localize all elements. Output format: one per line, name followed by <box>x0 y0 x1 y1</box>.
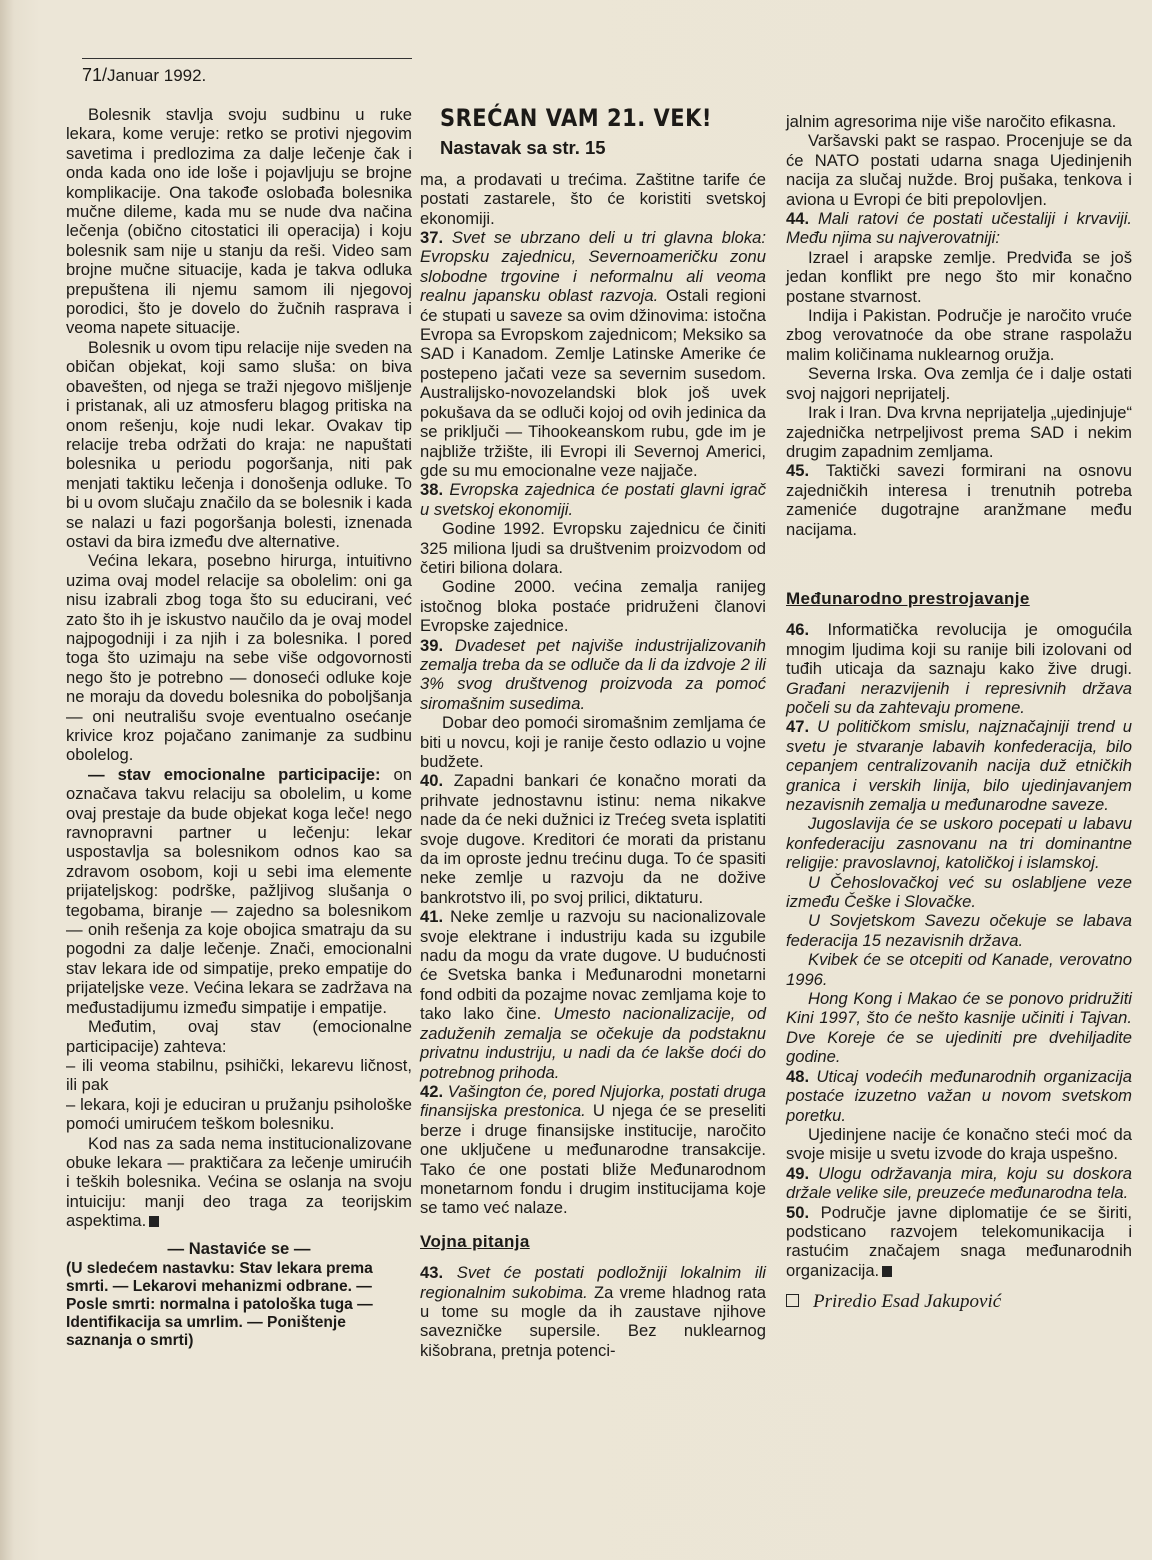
paragraph: Međutim, ovaj stav (emocionalne participacije) zahteva: <box>66 1017 412 1056</box>
numbered-item <box>786 1067 1132 1125</box>
issue-date: Januar 1992. <box>107 66 207 85</box>
item-number: 39. <box>420 635 444 655</box>
item-number: 45. <box>786 461 810 481</box>
column-right <box>786 112 1132 1312</box>
article-title: SREĆAN VAM 21. VEK! <box>440 104 712 132</box>
spacer <box>786 539 1132 575</box>
numbered-item <box>786 1203 1132 1281</box>
section-heading: Međunarodno prestrojavanje <box>786 588 1030 608</box>
paragraph: Hong Kong i Makao će se ponovo pridružiti Kini 1997, što će nešto kasnije učiniti i Tajvan. Dve Koreje će se ujediniti pre dvehiljadite godine. <box>786 989 1132 1067</box>
paragraph: Irak i Iran. Dva krvna neprijatelja „ujedinjuje“ zajednička netrpeljivost prema SAD i nekim drugim zapadnim zemljama. <box>786 403 1132 461</box>
paragraph <box>66 765 412 1017</box>
item-text-italic: Ulogu održavanja mira, koju su doskora držale velike sile, preuzeće međunarodna tela. <box>786 1163 1132 1203</box>
numbered-item <box>420 228 766 480</box>
paragraph: ma, a prodavati u trećima. Zaštitne tarife će postati zastarele, što će koristiti svetskoj ekonomiji. <box>420 169 766 228</box>
item-text-italic: Mali ratovi će postati učestaliji i krvaviji. Među njima su najverovatniji: <box>786 209 1132 248</box>
page-header <box>82 58 412 86</box>
item-text: Zapadni bankari će konačno morati da prihvate jednostavnu istinu: nema nikakve nade da će neki dužnici iz Trećeg sveta isplatiti svoje dugove. Kreditori će morati da pristanu da im oproste jednu trećinu duga. To će spasiti neke zemlje u razvoju da ne dožive bankrotstvo ili, po svoj prilici, diktaturu. <box>420 771 766 907</box>
paragraph: Izrael i arapske zemlje. Predviđa se još jedan konflikt pre nego što mir konačno postane stvarnost. <box>786 247 1132 306</box>
item-number: 50. <box>786 1202 810 1222</box>
byline <box>786 1292 1132 1311</box>
numbered-item <box>786 1164 1132 1203</box>
paragraph: Kvibek će se otcepiti od Kanade, verovatno 1996. <box>786 950 1132 989</box>
end-mark-icon <box>149 1216 159 1227</box>
paragraph: Godine 1992. Evropsku zajednicu će činiti 325 miliona ljudi sa društvenim proizvodom od četiri biliona dolara. <box>420 519 766 577</box>
paragraph: U Sovjetskom Savezu očekuje se labava federacija 15 nezavisnih država. <box>786 911 1132 950</box>
item-number: 43. <box>420 1263 444 1283</box>
numbered-item <box>786 461 1132 539</box>
item-number: 38. <box>420 480 444 500</box>
item-text-italic: Uticaj vodećih međunarodnih organizacija postaće izuzetno važan u novom svetskom poretku. <box>786 1066 1132 1125</box>
item-text-italic: U političkom smislu, najznačajniji trend u svetu je stvaranje labavih konfederacija, bilo cepanjem centralizovanih nacija duž etničkih granica i verskih linija, bilo ujedinjavanjem nezavisnih zemalja u međunarodne saveze. <box>786 717 1132 814</box>
numbered-item <box>420 1082 766 1218</box>
item-number: 49. <box>786 1163 810 1183</box>
paragraph: Jugoslavija će se uskoro pocepati u labavu konfederaciju zasnovanu na tri dominantne religije: pravoslavnoj, katoličkoj i islamskoj. <box>786 814 1132 873</box>
item-text: Neke zemlje u razvoju su nacionalizovale svoje elektrane i industriju kada su izgubile nadu da mogu da vrate dugove. U budućnosti će Svetska banka i Međunarodni monetarni fond odbiti da pozajme novac zemljama koje to tako lako čine. <box>420 907 766 1024</box>
list-item: – lekara, koji je educiran u pružanju psihološke pomoći umirućem teškom bolesniku. <box>66 1094 412 1134</box>
item-text-italic: Dvadeset pet najviše industrijalizovanih zemalja treba da se odluče da li da izdvoje 2 ili 3% svog društvenog proizvoda za pomoć siromašnim susedima. <box>420 635 766 713</box>
item-number: 46. <box>786 620 810 640</box>
item-number: 40. <box>420 771 444 791</box>
box-icon <box>786 1294 799 1307</box>
numbered-item <box>420 636 766 714</box>
next-installment-note: (U sledećem nastavku: Stav lekara prema smrti. — Lekarovi mehanizmi odbrane. — Posle smrti: normalna i patološka tuga — Identifikacija sa umrlim. — Poništenje saznanja o smrti) <box>66 1259 373 1349</box>
paragraph: Ujedinjene nacije će konačno steći moć da svoje misije u svetu izvode do kraja uspešno. <box>786 1124 1132 1164</box>
paragraph-text: on označava takvu relaciju sa obolelim, u kome ovaj prestaje da bude objekat koga leče! nego ravnopravni partner u lečenju: lekar uspostavlja sa bolesnikom odnos kao sa zdravom osobom, koji u sebi ima elemente prijateljskog: podrške, pažljivog slušanja o tegobama, biranje — zajedno sa bolesnikom — onih rešenja za koje obojica smatraju da su pogodni za dalje lečenje. Znači, emocionalni stav lekara ide od simpatije, preko empatije do prijateljske veze. Većina lekara se zadržava na međustadijumu između simpatije i empatije. <box>66 764 413 1017</box>
item-number: 47. <box>786 717 810 737</box>
list-item: – ili veoma stabilnu, psihički, lekarevu ličnost, ili pak <box>66 1055 412 1095</box>
item-number: 44. <box>786 209 810 229</box>
paragraph: Varšavski pakt se raspao. Procenjuje se da će NATO postati udarna snaga Ujedinjenih nacija za slučaj nužde. Broj pušaka, tenkova i aviona u Evropi će biti prepolovljen. <box>786 131 1132 209</box>
numbered-item <box>420 1263 766 1360</box>
item-text: Informatička revolucija je omogućila mnogim ljudima koji su ranije bili izolovani od tuđih uticaja da saznaju kako žive drugi. <box>786 620 1132 679</box>
paragraph <box>66 1134 412 1231</box>
item-text: U njega će se preseliti berze i druge finansijske institucije, naročito one uključene u međunarodne transakcije. Tako će one postati bliže Međunarodnom monetarnom fondu i drugim institucijama koje se tamo već nalaze. <box>420 1101 766 1218</box>
paragraph: Indija i Pakistan. Područje je naročito vruće zbog verovatnoće da obe strane raspolažu malim količinama nuklearnog oružja. <box>786 306 1132 364</box>
paragraph: Bolesnik stavlja svoju sudbinu u ruke lekara, kome veruje: retko se protivi njegovim savetima i predlozima za dalje lečenje čak i onda kada ono ide loše i pojavljuju se brojne komplikacije. Ona takođe oslobađa bolesnika mučne dileme, kada mu se nude dva načina lečenja (obično citostatici ili operacija) i koju bolesnik sam nije u stanju da reši. Video sam brojne mučne situacije, kada je takva odluka prepuštena ili njemu samom ili njegovoj porodici, što je dovelo do žučnih rasprava i veoma napete situacije. <box>66 105 412 338</box>
item-text-italic: Evropska zajednica će postati glavni igrač u svetskoj ekonomiji. <box>420 480 766 519</box>
numbered-item <box>786 717 1132 814</box>
numbered-item <box>420 771 766 907</box>
item-number: 41. <box>420 907 444 927</box>
item-text-italic: Svet se ubrzano deli u tri glavna bloka: Evropsku zajednicu, Severnoameričku zonu slobodne trgovine i neformalnu ali veoma realnu japansku oblast razvoja. <box>420 228 766 306</box>
item-text-italic: Umesto nacionalizacije, od zaduženih zemalja se očekuje da podstaknu privatnu industriju, u nadi da će lakše doći do potrebnog prihoda. <box>420 1004 766 1082</box>
column-left <box>66 105 412 1350</box>
paragraph: Bolesnik u ovom tipu relacije nije sveden na običan objekat, koji samo sluša: on biva obavešten, od njega se traži njegovo mišljenje i pristanak, ali uz atmosferu blagog pritiska na onom rešenju, koje nudi lekar. Ovakav tip relacije treba održati do kraja: ne napuštati bolesnika u periodu pogoršanja, niti pak menjati taktiku lečenja i donošenja odluke. To bi u ovom slučaju značilo da se bolesnik i kada se nalazi u fazi pogoršanja bolesti, iznenada ostavi da bira između dve alternative. <box>66 337 412 551</box>
item-text: Područje javne diplomatije će se širiti, podsticano razvojem telekomunikacija i rastućim značajem snaga međunarodnih organizacija. <box>786 1202 1132 1280</box>
item-text-italic: Građani nerazvijenih i represivnih država počeli su da zahtevaju promene. <box>786 678 1132 717</box>
numbered-item <box>786 209 1132 248</box>
inline-heading: — stav emocionalne participacije: <box>88 764 381 784</box>
column-middle <box>420 105 766 1360</box>
item-number: 37. <box>420 228 444 248</box>
item-number: 48. <box>786 1066 810 1086</box>
item-number: 42. <box>420 1081 444 1101</box>
paragraph: Većina lekara, posebno hirurga, intuitivno uzima ovaj model relacije sa obolelim: oni ga nisu izabrali zbog toga što su educirani, već zato što ih je iskustvo naučilo da je ovaj model najpogodniji i za njih i za bolesnika. I pored toga što uzimaju na sebe više odgovornosti nego što je potrebno — donoseći odluke koje ne moraju da dovedu bolesnika do poboljšanja — oni neutrališu svoje eventualno osećanje krivice kroz pojačano zanimanje za sudbinu obolelog. <box>66 551 412 765</box>
page-number: 71/ <box>82 65 108 85</box>
item-text: Taktički savezi formirani na osnovu zajedničkih interesa i trenutnih potreba zameniće dugotrajne aranžmane među nacijama. <box>786 461 1132 539</box>
item-text: Ostali regioni će stupati u saveze sa ovim džinovima: istočna Evropa sa Evropskom zajednicom; Meksiko sa SAD i Kanadom. Zemlje Latinske Amerike će postepeno jačati veze sa severnim susedom. Australijsko-novozelandski blok još uvek pokušava da se odluči kojoj od ovih jedinica da se priključi — Tihookeanskom rubu, gde im je najbliže tržište, ili Evropi ili Severnoj Americi, gde su mu emocionalne veze najjače. <box>420 286 766 480</box>
item-text-italic: Vašington će, pored Njujorka, postati druga finansijska prestonica. <box>420 1081 766 1121</box>
paragraph: U Čehoslovačkoj već su oslabljene veze između Češke i Slovačke. <box>786 872 1132 912</box>
numbered-item <box>420 480 766 519</box>
numbered-item <box>420 907 766 1082</box>
item-text: Za vreme hladnog rata u tome su mogle da ih zaustave njihove savezničke supersile. Bez nuklearnog kišobrana, pretnja potenci- <box>420 1282 766 1360</box>
continued-note: — Nastaviće se — <box>167 1238 311 1258</box>
byline-text: Priredio Esad Jakupović <box>813 1291 1002 1313</box>
section-heading: Vojna pitanja <box>420 1231 530 1251</box>
paragraph-text: Kod nas za sada nema institucionalizovane obuke lekara — praktičara za lečenje umirućih i teških bolesnika. Većina se oslanja na svoju intuiciju: manji deo traga za teorijskim aspektima. <box>66 1133 412 1231</box>
paragraph: Godine 2000. većina zemalja ranijeg istočnog bloka postaće pridruženi članovi Evropske zajednice. <box>420 577 766 636</box>
item-text-italic: Svet će postati podložniji lokalnim ili regionalnim sukobima. <box>420 1263 766 1302</box>
paragraph: Severna Irska. Ova zemlja će i dalje ostati svoj najgori neprijatelj. <box>786 364 1132 403</box>
end-mark-icon <box>882 1266 892 1277</box>
paragraph: Dobar deo pomoći siromašnim zemljama će biti u novcu, koji je ranije često odlazio u vojne budžete. <box>420 713 766 771</box>
article-continuation: Nastavak sa str. 15 <box>440 137 606 159</box>
paragraph: jalnim agresorima nije više naročito efikasna. <box>786 112 1117 131</box>
numbered-item <box>786 620 1132 717</box>
